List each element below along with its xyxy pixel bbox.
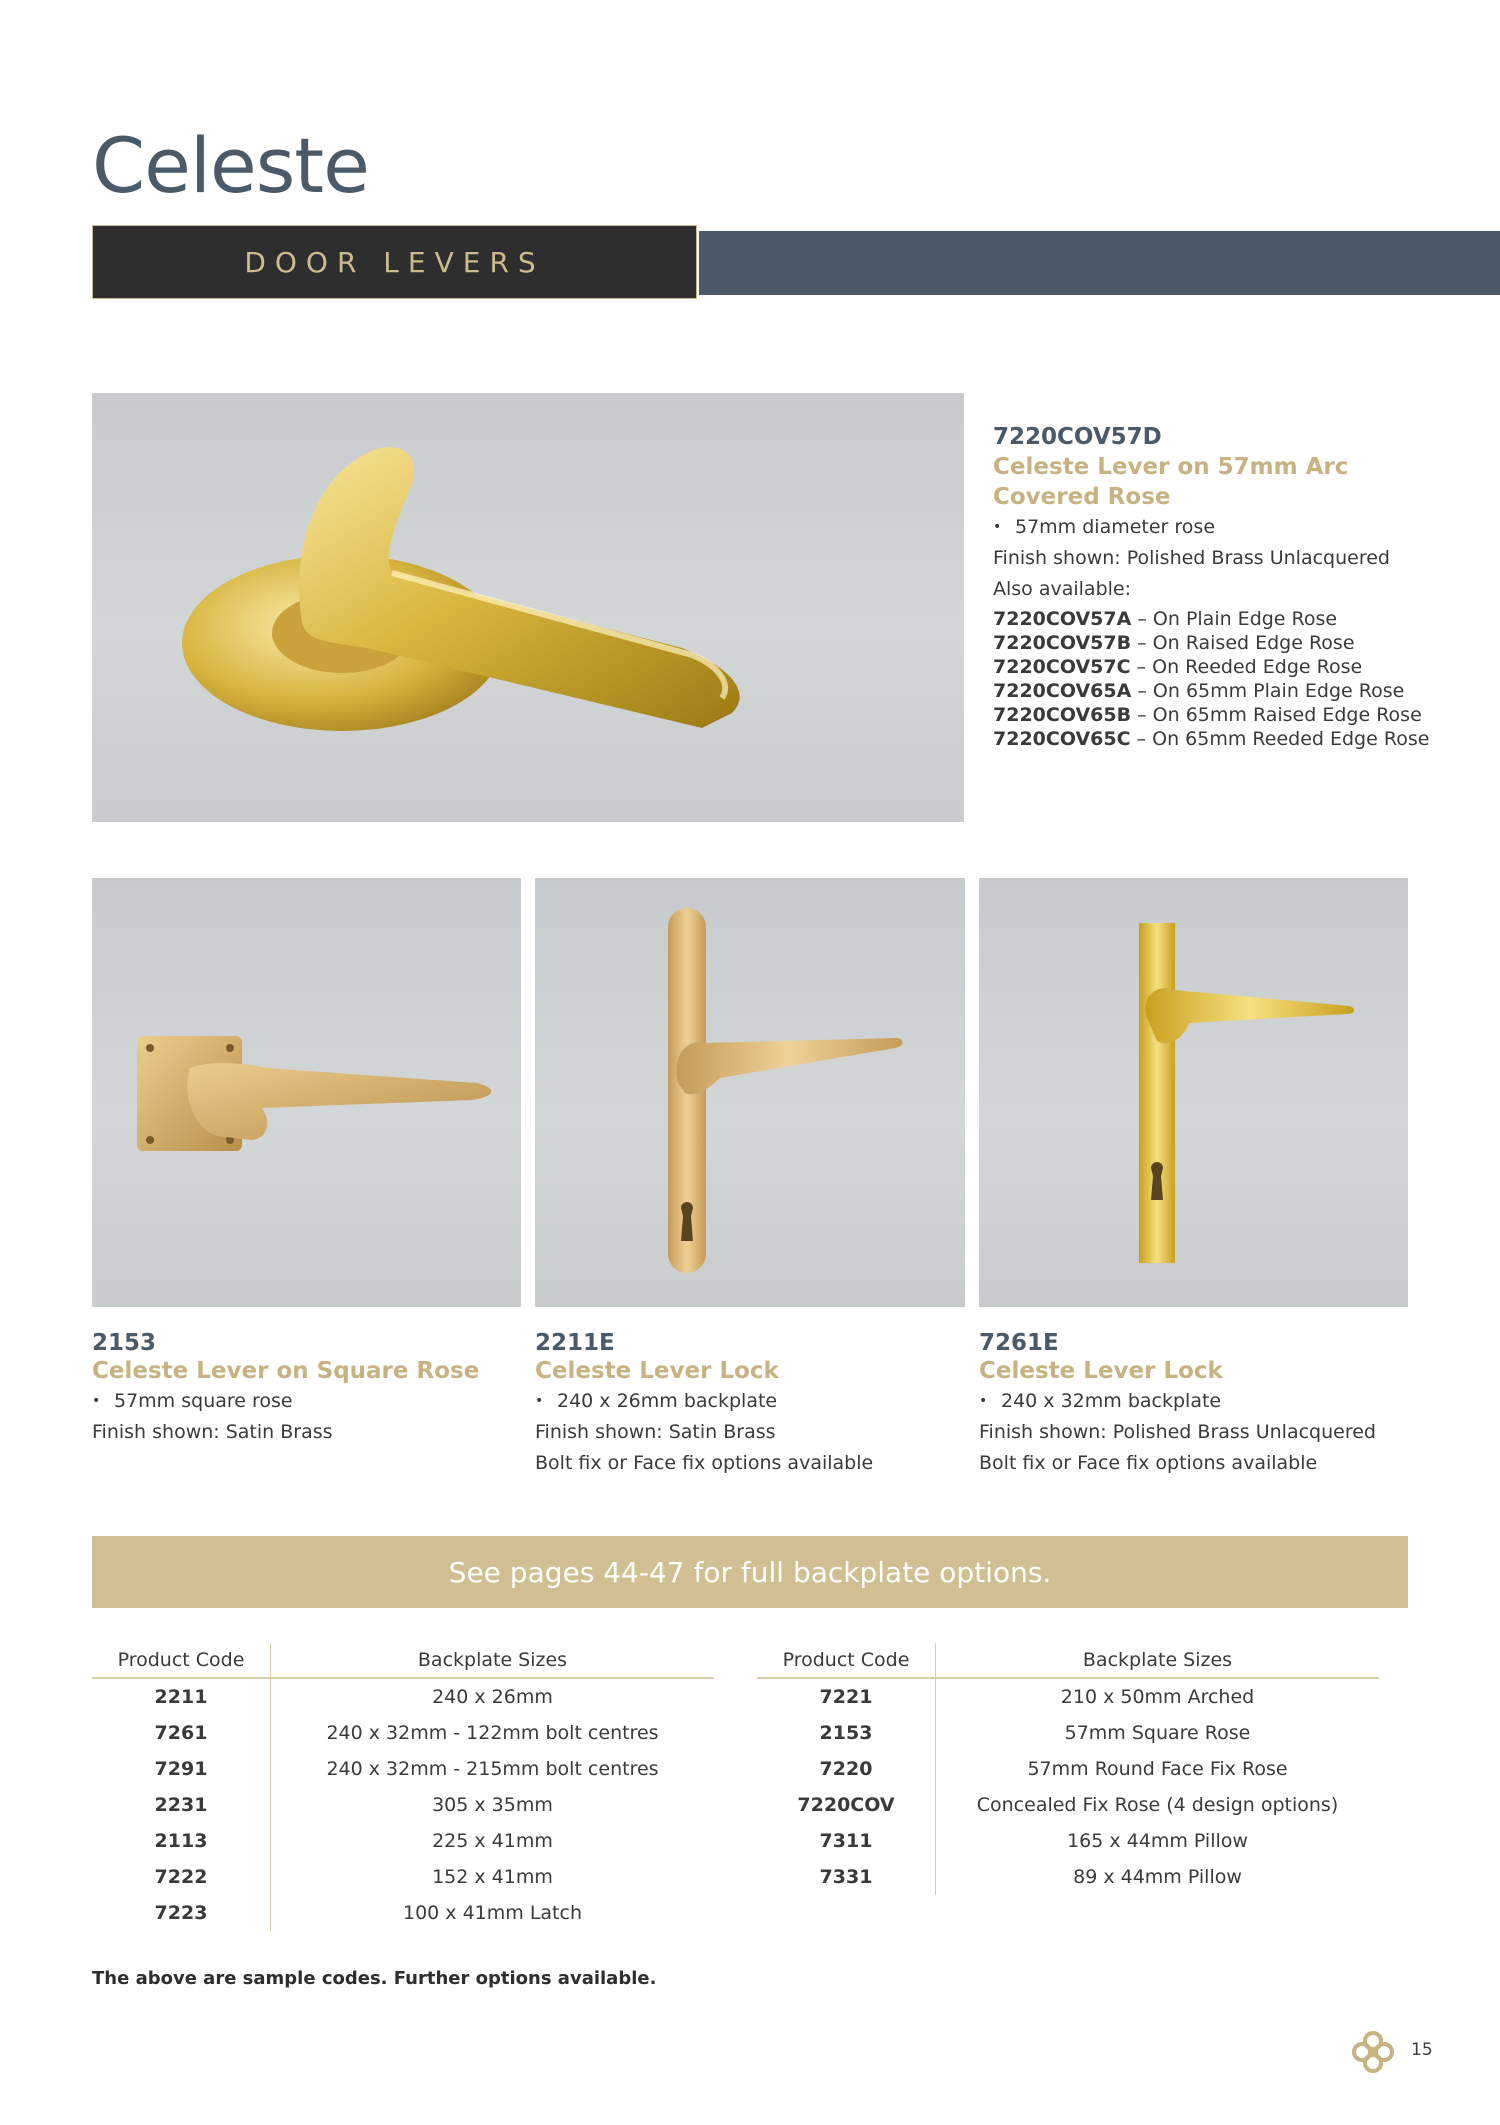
footnote: The above are sample codes. Further options available. (92, 1968, 657, 1989)
backplate-table-left (92, 1643, 714, 1931)
backplate-table-right (757, 1643, 1379, 1895)
product-bullet: • 240 x 32mm backplate (979, 1386, 1419, 1417)
product-name: Celeste Lever on Square Rose (92, 1358, 480, 1384)
product-code: 2211E (535, 1330, 615, 1356)
product-info-2153 (92, 1330, 521, 1448)
section-label: DOOR LEVERS (244, 245, 545, 279)
featured-product-photo (92, 393, 964, 822)
variant-item: 7220COV65A – On 65mm Plain Edge Rose (993, 680, 1405, 702)
product-name: Celeste Lever Lock (535, 1358, 779, 1384)
table-row: 7331 89 x 44mm Pillow (757, 1859, 1379, 1895)
header-backplate-sizes: Backplate Sizes (271, 1643, 715, 1678)
product-photo-2153 (92, 878, 521, 1307)
product-bullet: • 57mm square rose (92, 1386, 521, 1417)
table-row: 7220 57mm Round Face Fix Rose (757, 1751, 1379, 1787)
backplate-notice (92, 1536, 1408, 1608)
table-row: 7311 165 x 44mm Pillow (757, 1823, 1379, 1859)
featured-also-available: Also available: (993, 578, 1132, 600)
featured-code: 7220COV57D (993, 424, 1162, 450)
table-row: 2231 305 x 35mm (92, 1787, 714, 1823)
product-finish: Finish shown: Satin Brass (535, 1421, 776, 1443)
product-bullet: • 240 x 26mm backplate (535, 1386, 965, 1417)
table-row: 7222 152 x 41mm (92, 1859, 714, 1895)
product-info-2211e (535, 1330, 965, 1479)
product-photo-2211e (535, 878, 965, 1307)
table-row: 7220COV Concealed Fix Rose (4 design options) (757, 1787, 1379, 1823)
variant-list (993, 607, 1430, 751)
variant-item: 7220COV57B – On Raised Edge Rose (993, 632, 1355, 654)
product-finish: Finish shown: Polished Brass Unlacquered (979, 1421, 1376, 1443)
notice-text: See pages 44-47 for full backplate options. (448, 1555, 1052, 1589)
featured-product-info (993, 424, 1430, 751)
product-extra: Bolt fix or Face fix options available (535, 1452, 874, 1474)
product-finish: Finish shown: Satin Brass (92, 1421, 333, 1443)
product-name: Celeste Lever Lock (979, 1358, 1223, 1384)
product-code: 2153 (92, 1330, 157, 1356)
variant-item: 7220COV57A – On Plain Edge Rose (993, 608, 1338, 630)
table-header-row (92, 1643, 714, 1678)
brand-quatrefoil-icon (1351, 2030, 1395, 2074)
page-title: Celeste (92, 121, 369, 210)
table-row: 7221 210 x 50mm Arched (757, 1678, 1379, 1715)
table-row: 2211 240 x 26mm (92, 1678, 714, 1715)
header-product-code: Product Code (757, 1643, 936, 1678)
product-code: 7261E (979, 1330, 1059, 1356)
variant-item: 7220COV65B – On 65mm Raised Edge Rose (993, 704, 1422, 726)
product-extra: Bolt fix or Face fix options available (979, 1452, 1318, 1474)
table-row: 7261 240 x 32mm - 122mm bolt centres (92, 1715, 714, 1751)
table-row: 7223 100 x 41mm Latch (92, 1895, 714, 1931)
product-photo-7261e (979, 878, 1408, 1307)
table-row: 2113 225 x 41mm (92, 1823, 714, 1859)
featured-bullet: • 57mm diameter rose (993, 512, 1413, 543)
table-header-row (757, 1643, 1379, 1678)
header-product-code: Product Code (92, 1643, 271, 1678)
product-info-7261e (979, 1330, 1419, 1479)
variant-item: 7220COV65C – On 65mm Reeded Edge Rose (993, 728, 1430, 750)
section-banner (92, 225, 697, 299)
table-row: 7291 240 x 32mm - 215mm bolt centres (92, 1751, 714, 1787)
featured-name-line2: Covered Rose (993, 484, 1171, 510)
section-banner-bar (699, 231, 1500, 295)
header-backplate-sizes: Backplate Sizes (936, 1643, 1380, 1678)
featured-finish: Finish shown: Polished Brass Unlacquered (993, 547, 1390, 569)
page-number: 15 (1411, 2040, 1433, 2060)
featured-name-line1: Celeste Lever on 57mm Arc (993, 454, 1349, 480)
table-row: 2153 57mm Square Rose (757, 1715, 1379, 1751)
variant-item: 7220COV57C – On Reeded Edge Rose (993, 656, 1363, 678)
